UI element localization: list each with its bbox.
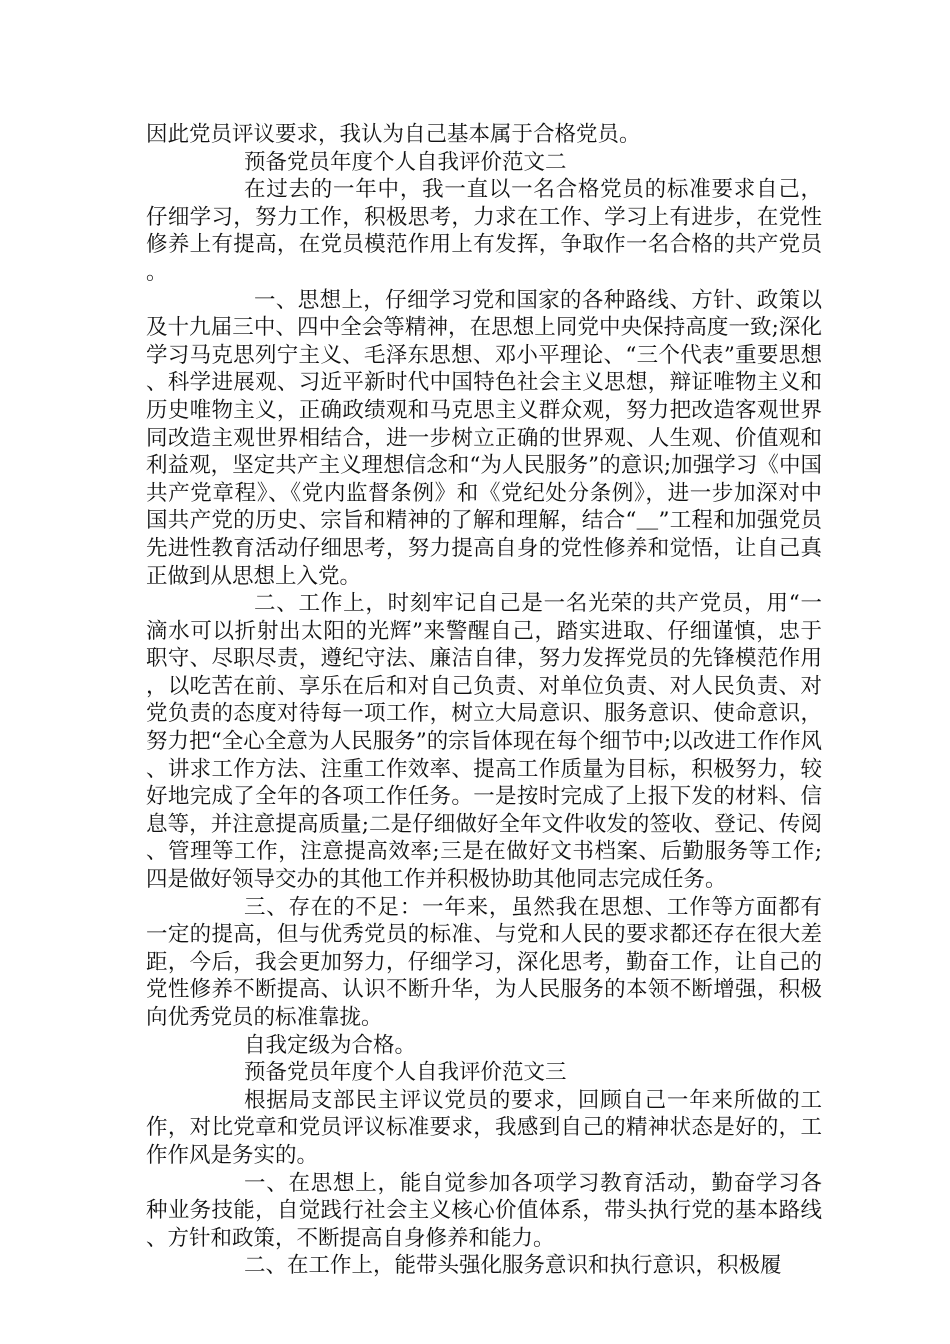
paragraph-ideology: 一、思想上，仔细学习党和国家的各种路线、方针、政策以及十九届三中、四中全会等精神，在思想上同党中央保持高度一致;深化学习马克思列宁主义、毛泽东思想、邓小平理论、“三个代表”重要思想、科学进展观、习近平新时代中国特色社会主义思想，辩证唯物主义和历史唯物主义，正确政绩观和马克思主义群众观，努力把改造客观世界同改造主观世界相结合，进一步树立正确的世界观、人生观、价值观和利益观，坚定共产主义理想信念和“为人民服务”的意识;加强学习《中国共产党章程》、《党内监督条例》和《党纪处分条例》，进一步加深对中国共产党的历史、宗旨和精神的了解和理解，结合“＿”工程和加强党员先进性教育活动仔细思考，努力提高自身的党性修养和觉悟，让自己真正做到从思想上入党。 [146,287,822,589]
paragraph-shortcomings: 三、存在的不足：一年来，虽然我在思想、工作等方面都有一定的提高，但与优秀党员的标准、与党和人民的要求都还存在很大差距，今后，我会更加努力，仔细学习，深化思考，勤奋工作，让自己的党性修养不断提高、认识不断升华，为人民服务的本领不断增强，积极向优秀党员的标准靠拢。 [146,894,822,1030]
paragraph-thought-three: 一、在思想上，能自觉参加各项学习教育活动，勤奋学习各种业务技能，自觉践行社会主义核心价值体系，带头执行党的基本路线、方针和政策，不断提高自身修养和能力。 [146,1170,822,1251]
document-body [146,121,822,1280]
paragraph-work: 二、工作上，时刻牢记自己是一名光荣的共产党员，用“一滴水可以折射出太阳的光辉”来警醒自己，踏实进取、仔细谨慎，忠于职守、尽职尽责，遵纪守法、廉洁自律，努力发挥党员的先锋模范作用，以吃苦在前、享乐在后和对自己负责、对单位负责、对人民负责、对党负责的态度对待每一项工作，树立大局意识、服务意识、使命意识，努力把“全心全意为人民服务”的宗旨体现在每个细节中;以改进工作作风、讲求工作方法、注重工作效率、提高工作质量为目标，积极努力，较好地完成了全年的各项工作任务。一是按时完成了上报下发的材料、信息等，并注意提高质量;二是仔细做好全年文件收发的签收、登记、传阅、管理等工作，注意提高效率;三是在做好文书档案、后勤服务等工作;四是做好领导交办的其他工作并积极协助其他同志完成任务。 [146,591,822,893]
section-heading-sample-three: 预备党员年度个人自我评价范文三 [244,1060,567,1086]
paragraph-self-rating: 自我定级为合格。 [244,1032,417,1058]
paragraph-conclusion: 因此党员评议要求，我认为自己基本属于合格党员。 [146,122,641,147]
paragraph-intro-two: 在过去的一年中，我一直以一名合格党员的标准要求自己，仔细学习，努力工作，积极思考，力求在工作、学习上有进步，在党性修养上有提高，在党员模范作用上有发挥，争取作一名合格的共产党员。 [146,177,822,285]
paragraph-intro-three: 根据局支部民主评议党员的要求，回顾自己一年来所做的工作，对比党章和党员评议标准要求，我感到自己的精神状态是好的，工作作风是务实的。 [146,1087,822,1168]
paragraph-work-three: 二、在工作上，能带头强化服务意识和执行意识，积极履 [244,1253,782,1279]
section-heading-sample-two: 预备党员年度个人自我评价范文二 [244,149,567,175]
